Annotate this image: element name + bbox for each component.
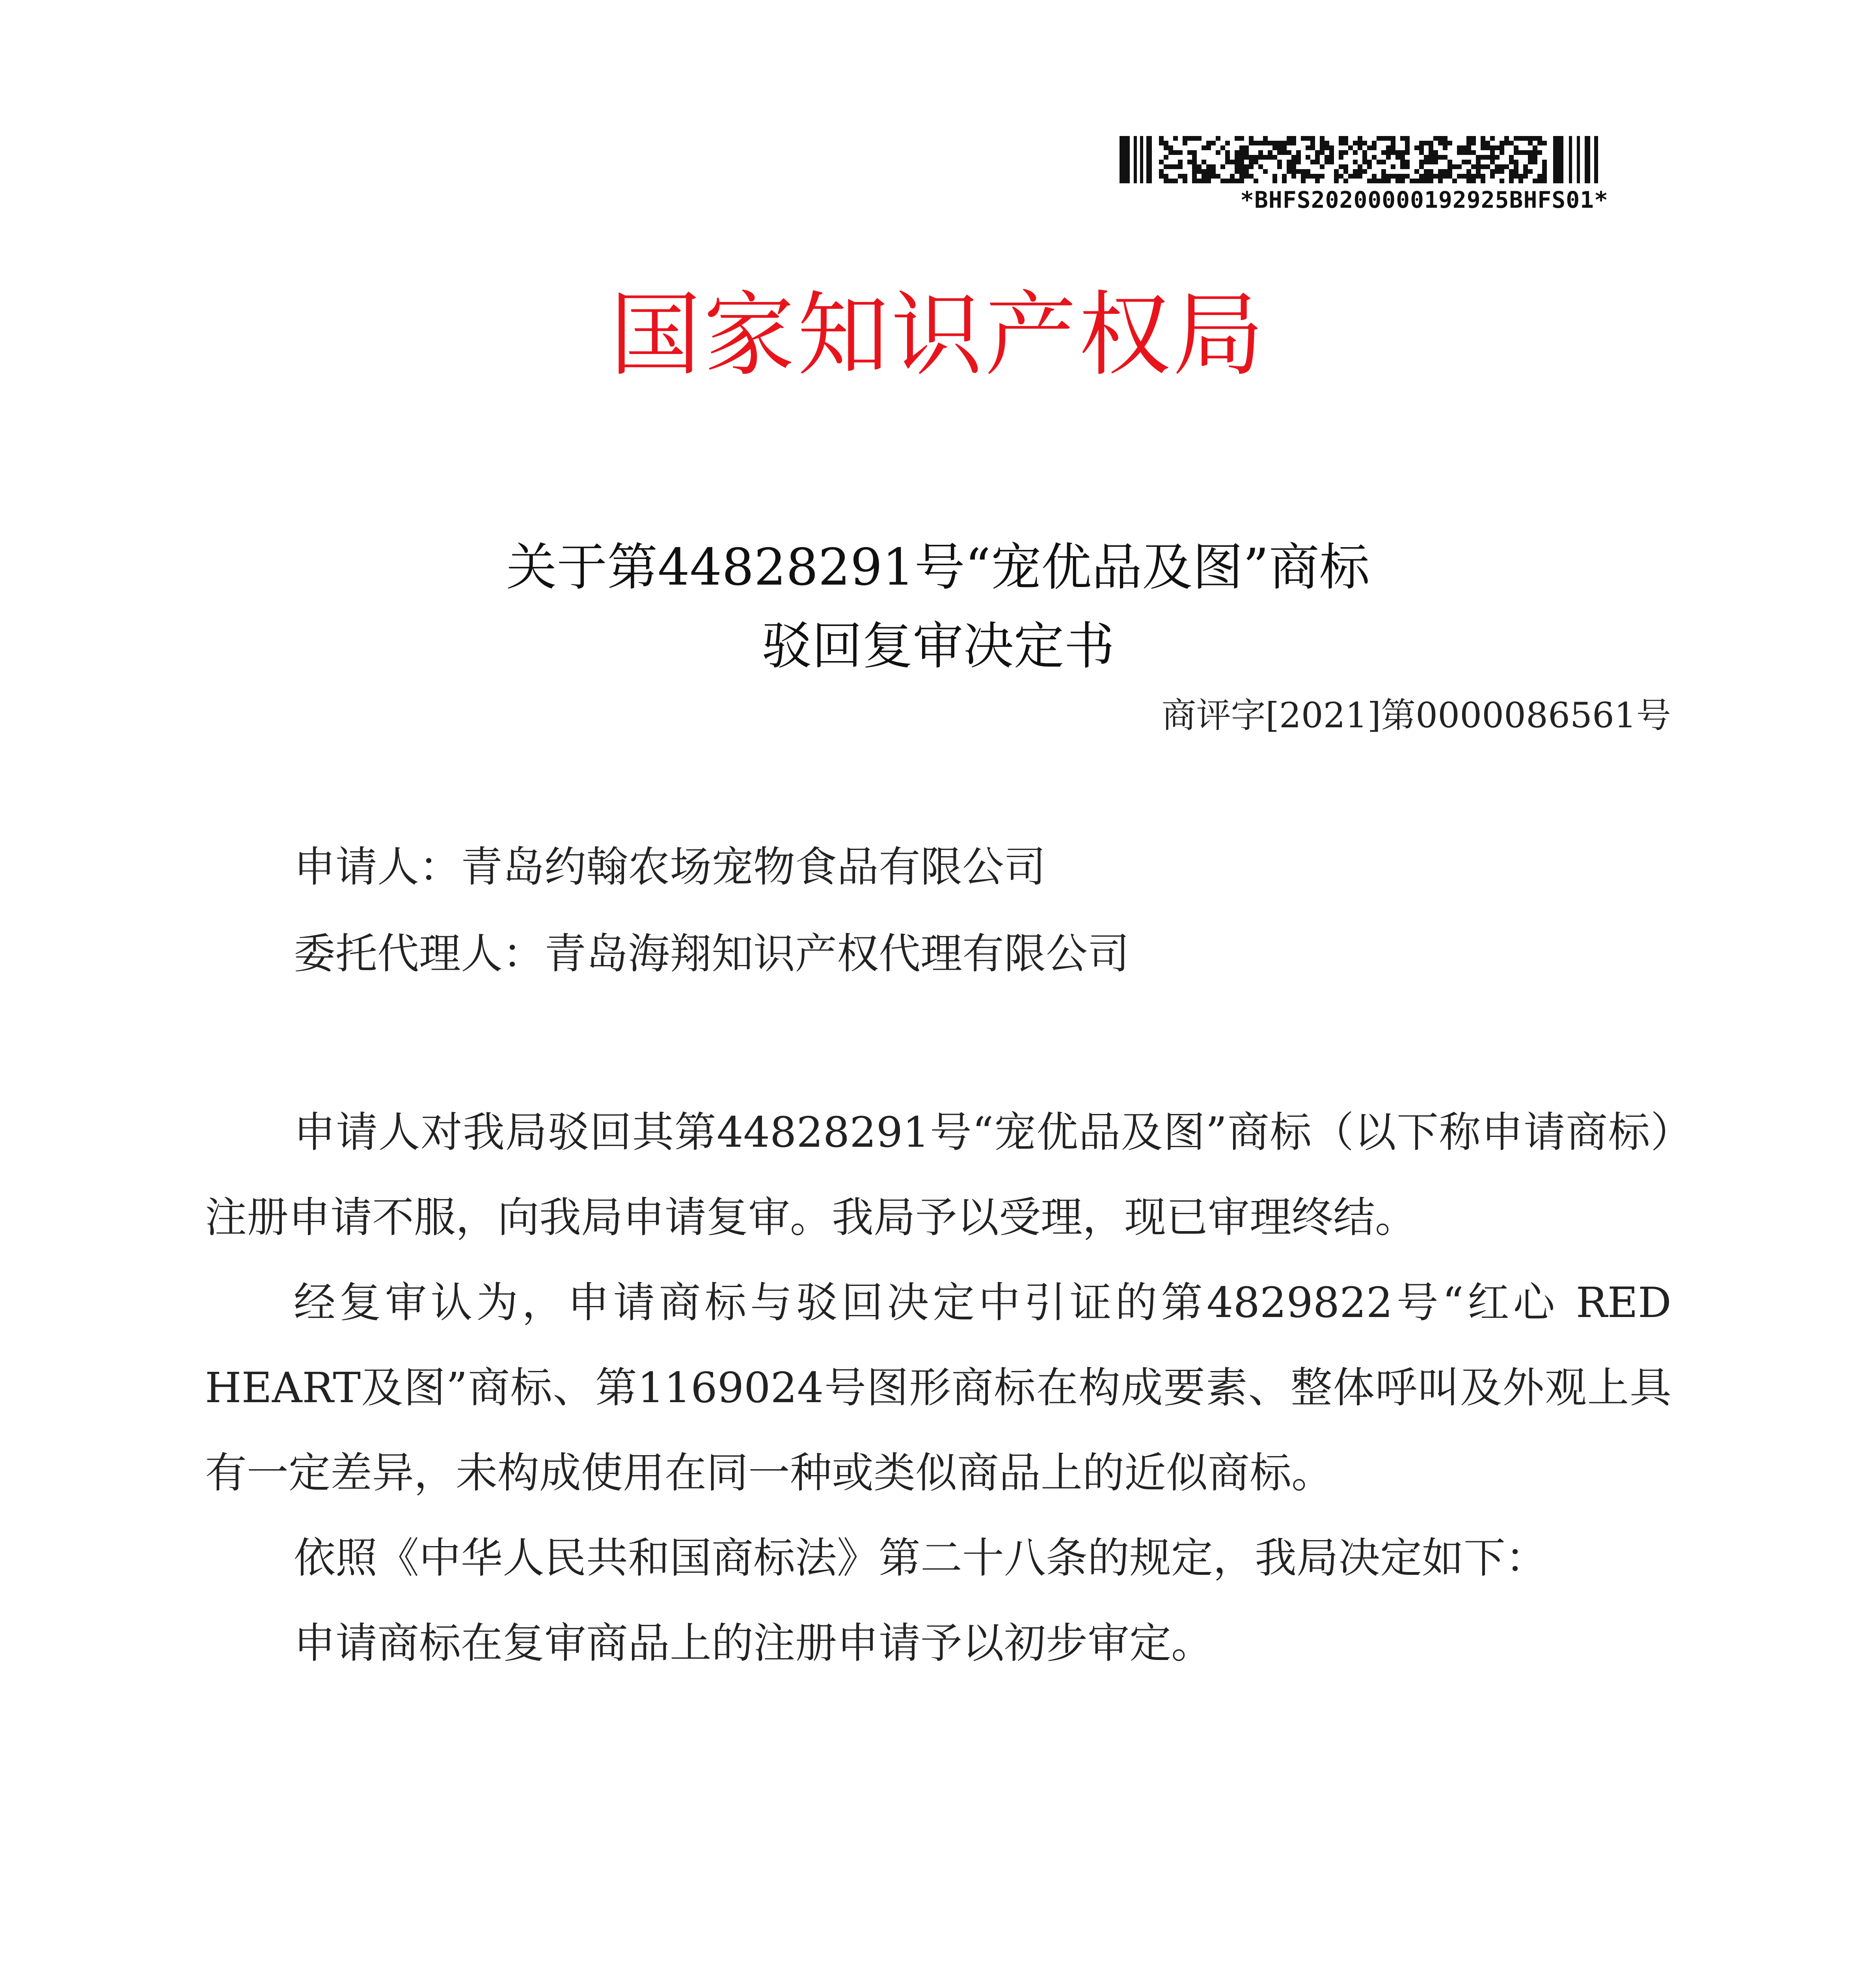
paragraph-decision: 申请商标在复审商品上的注册申请予以初步审定。 (294, 1619, 1213, 1667)
paragraph-request: 申请人对我局驳回其第44828291号“宠优品及图”商标（以下称申请商标）注册申请不服，向我局申请复审。我局予以受理，现已审理终结。 (205, 1108, 1671, 1242)
paragraph-legal-basis: 依照《中华人民共和国商标法》第二十八条的规定，我局决定如下： (294, 1534, 1547, 1582)
agent-line: 委托代理人：青岛海翔知识产权代理有限公司 (294, 930, 1129, 978)
barcode-code-text: *BHFS20200000192925BHFS01* (1240, 186, 1608, 213)
decision-body (205, 1090, 1671, 1686)
decision-title-line1: 关于第44828291号“宠优品及图”商标 (506, 538, 1370, 597)
decision-title-line2: 驳回复审决定书 (761, 617, 1115, 676)
document-number: 商评字[2021]第0000086561号 (1161, 695, 1671, 736)
paragraph-review-opinion: 经复审认为，申请商标与驳回决定中引证的第4829822号“红心 RED HEART及图”商标、第1169024号图形商标在构成要素、整体呼叫及外观上具有一定差异，未构成使用在同一种或类似商品上的近似商标。 (205, 1278, 1671, 1497)
applicant-line: 申请人：青岛约翰农场宠物食品有限公司 (294, 843, 1046, 891)
organization-heading: 国家知识产权局 (609, 282, 1267, 388)
barcode-icon (1120, 136, 1600, 183)
